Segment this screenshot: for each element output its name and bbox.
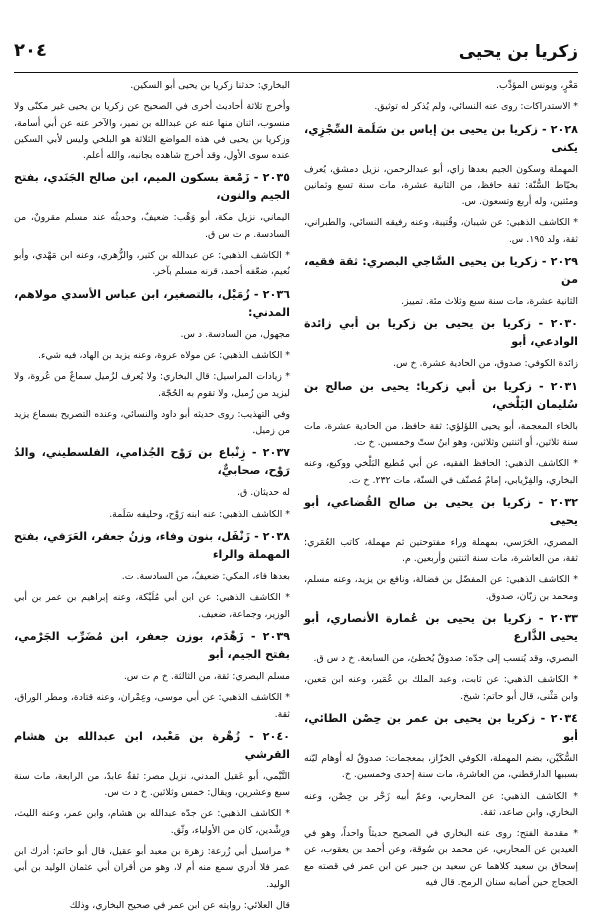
entry-heading	[304, 121, 578, 157]
entry-heading-line: ٢٠٣٤ - زكريا بن يحيى بن عمر بن حِصْن الطائي، أبو	[304, 711, 578, 743]
entry-paragraph: بالخاء المعجمة، أبو يحيى اللؤلؤي: ثقة حافظ، من الحادية عشرة، مات سنة ثلاثين، أو اثنتين وثلاثين، وهو ابنُ ستّ وخمسين. خ ت.	[304, 420, 578, 448]
entry-paragraph: مَعْرٍ، ويونس المؤدِّب.	[496, 80, 578, 91]
left-column	[14, 78, 290, 911]
entry-text	[304, 789, 578, 822]
entry-heading-line: ٢٠٣٨ - زَنْفَل، بنون وفاء، وزنُ جعفر، العَرَفي، بفتح المهملة والراء	[14, 530, 290, 562]
entry-heading	[304, 710, 578, 746]
entry-heading-line: ٢٠٣٩ - زَهْدَم، بوزن جعفر، ابن مُضَرِّب الجَرْمي، بفتح الجيم، أبو	[14, 629, 290, 661]
entry-text	[14, 99, 290, 164]
entry-paragraph: * الكاشف الذهبي: عن ثابت، وعبد الملك بن عُمَير، وعنه ابن مَعين، وابن مَثْنى، قال أبو حاتم: شيخ.	[304, 674, 578, 702]
entry-text	[304, 78, 578, 94]
entry-text	[14, 569, 290, 585]
entry-heading-line: ٢٠٣٧ - زِنْباع بن رَوْح الجُذامي، الفلسطيني، والدُ رَوْح، صحابيٌّ،	[14, 446, 290, 478]
entry-paragraph: الثانية عشرة، مات سنة سبع وثلاث مئة. تمييز.	[401, 296, 578, 308]
entry-heading	[14, 444, 290, 480]
entry-text	[304, 99, 578, 115]
entry-text	[14, 485, 290, 501]
entry-text	[304, 294, 578, 310]
entry-paragraph: التَّيْمي، أبو عَقيل المدني، نزيل مصر: ثقةٌ عابدٌ، من الرابعة، مات سنة سبع وعشرين، ويقال: خمس وثلاثين. خ د ت س.	[14, 770, 290, 799]
entry-text	[14, 348, 290, 364]
entry-text	[14, 690, 290, 723]
entry-heading-line: ٢٠٢٩ - زكريا بن يحيى السَّاجي البصري: ثقة فقيه، من	[304, 255, 578, 287]
entry-text	[304, 672, 578, 705]
entry-heading-line: ٢٠٣٦ - زُمَيْل، بالتصغير، ابن عباس الأسدي مولاهم، المدني:	[14, 287, 290, 319]
entry-paragraph: مجهول، من السادسة. د س.	[180, 328, 290, 340]
entry-paragraph: له حديثان. ق.	[237, 487, 290, 499]
entry-paragraph: البصري، وقد يُنسب إلى جدّه: صدوقٌ يُخطئ، من السابعة. خ د س ق.	[313, 653, 578, 665]
entry-paragraph: وفي التهذيب: روى حديثه أبو داود والنسائي، وعنده التصريح بسماع يزيد من زميل.	[14, 408, 290, 437]
entry-text	[14, 669, 290, 685]
entry-text	[14, 898, 290, 914]
entry-text	[14, 590, 290, 623]
entry-paragraph: * الكاشف الذهبي: عن جدّه عبدالله بن هشام، وابن عمر، وعنه الليث، ورِشْدين، كان من الأولياء، وثّق.	[14, 808, 290, 836]
page-header	[14, 38, 578, 73]
running-title: زكريا بن يحيى	[458, 42, 578, 62]
entry-text	[304, 356, 578, 372]
entry-heading-line: ٢٠٤٠ - زُهْرة بن مَعْبد، ابن عبدالله بن هشام القرشي	[14, 729, 290, 761]
entry-heading	[14, 169, 290, 205]
entry-paragraph: * الكاشف الذهبي: الحافظ الفقيه، عن أبي مُطيع البَلْخي ووكيع، وعنه البخاري، والفِرْيابي، إمامٌ مُصنّف في السنّة، مات ٢٣٢. خ ت.	[304, 458, 578, 486]
entry-text	[304, 215, 578, 248]
entry-heading	[14, 728, 290, 764]
entry-paragraph: المهملة وسكون الجيم بعدها زاي، أبو عبدالرحمن، نزيل دمشق، يُعرف بخيّاط السُّنّة: ثقة حافظ، من الثانية عشرة، مات سنة تسع وثمانين ومئتين، وله أربع وتسعون. س.	[304, 163, 578, 208]
entry-text	[304, 751, 578, 784]
entry-paragraph: * الكاشف الذهبي: عن مولاه عروة، وعنه يزيد بن الهاد، فيه شيء.	[37, 349, 290, 361]
entry-text	[14, 248, 290, 281]
entry-paragraph: البخاري: حدثنا زكريا بن يحيى أبو السكين.	[130, 80, 290, 91]
entry-text	[304, 162, 578, 211]
entry-paragraph: زائدة الكوفي: صدوق، من الحادية عشرة. خ س.	[393, 358, 578, 370]
entry-heading	[304, 315, 578, 351]
entry-paragraph: * الكاشف الذهبي: عنه ابنه رَوْح، وحليفه سَلَمة.	[109, 508, 290, 520]
entry-heading	[304, 378, 578, 414]
entry-text	[14, 769, 290, 802]
entry-paragraph: * الكاشف الذهبي: عن عبدالله بن كثير، والزُّهري، وعنه ابن مَهْدي، وأبو نُعيم، ضعّفه أحمد، قرنه مسلم بآخر.	[14, 250, 290, 278]
entry-text	[304, 535, 578, 568]
entry-paragraph: * زيادات المراسيل: قال البخاري: ولا يُعرف لزُميل سماعٌ من عُروة، ولا ليزيد من زُميل، ولا تقوم به الحُجّة.	[14, 371, 290, 399]
entry-text	[304, 572, 578, 605]
entry-paragraph: قال العلائي: روايته عن ابن عمر في صحيح البخاري، وذلك	[69, 899, 290, 911]
entry-heading	[304, 610, 578, 646]
entry-heading	[14, 286, 290, 322]
entry-paragraph: اليماني، نزيل مكة، أبو وَهْب: ضعيفٌ، وحديثُه عند مسلم مقرونٌ، من السادسة. م ت س ق.	[14, 212, 290, 240]
entry-heading	[304, 494, 578, 530]
entry-heading-line: ٢٠٣٠ - زكريا بن يحيى بن زكريا بن أبي زائدة الوادعي، أبو	[304, 317, 578, 349]
entry-text	[14, 369, 290, 402]
right-column	[304, 78, 578, 889]
entry-paragraph: السُّكَيْن، بضم المهملة، الكوفي الخزّاز، بمعجمات: صدوقٌ له أوهام ليّنه بسببها الدارقطني، من العاشرة، مات سنة إحدى وخمسين. خ.	[304, 752, 578, 781]
entry-heading-line: ٢٠٣٥ - زَمْعة بسكون الميم، ابن صالح الجَنَدي، بفتح الجيم والنون،	[14, 171, 290, 203]
page-number: ٢٠٤	[14, 40, 47, 61]
entry-text	[14, 507, 290, 523]
entry-text	[304, 651, 578, 667]
entry-paragraph: * الاستدراكات: روى عنه النسائي، ولم يُذكر له توثيق.	[374, 101, 578, 113]
entry-paragraph: بعدها فاء، المكي: ضعيفٌ، من السادسة. ت.	[121, 571, 290, 583]
entry-paragraph: * الكاشف الذهبي: عن شيبان، وقُتيبة، وعنه رفيقه النسائي، والطبراني، ثقة، ولد ١٩٥. س.	[304, 217, 578, 245]
entry-heading-line: ٢٠٣٣ - زكريا بن يحيى بن عُمارة الأنصاري، أبو يحيى الذَّارع	[304, 612, 578, 644]
entry-text	[304, 826, 578, 891]
entry-text	[14, 78, 290, 94]
entry-paragraph: * مراسيل أبي زُرعة: زهرة بن معبد أبو عقيل، قال أبو حاتم: أدرك ابن عمر فلا أدري سمع منه أم لا، وهو من أقران أبي عثمان الوليد بن أبي الوليد.	[14, 846, 290, 890]
entry-heading-line: ٢٠٢٨ - زكريا بن يحيى بن إياس بن سَلَمة السِّجْزِي، يكنى	[304, 122, 578, 154]
entry-text	[14, 806, 290, 839]
entry-text	[14, 210, 290, 243]
entry-text	[14, 327, 290, 343]
entry-paragraph: وأخرج ثلاثة أحاديث أخرى في الصحيح عن زكريا بن يحيى غير مكنّى ولا منسوب، اثنان منها عنه عن عبدالله بن نمير، والآخر عنه عن أبي أسامة، وزكريا بن يحيى في هذه المواضع الثلاثة هو البلخي وليس لأبي السكين عنده سوى الأول، وقد أخرج شاهده بجانبه، والله أعلم.	[14, 101, 290, 162]
entry-paragraph: * الكاشف الذهبي: عن ابن أبي مُلَيْكة، وعنه إبراهيم بن عمر بن أبي الوزير، وجماعة، ضعيف.	[14, 592, 290, 620]
entry-heading	[14, 528, 290, 564]
entry-text	[14, 844, 290, 893]
entry-paragraph: * الكاشف الذهبي: عن المحاربي، وعمّ أبيه زَحْر بن حِصْن، وعنه البخاري، وابن صاعد، ثقة.	[304, 790, 578, 818]
entry-text	[14, 407, 290, 440]
entry-paragraph: مسلم البصري: ثقة، من الثالثة. خ م ت س.	[123, 670, 290, 682]
entry-paragraph: * مقدمة الفتح: روى عنه البخاري في الصحيح حديثاً واحداً، وهو في العيدين عن المحاربي، عن محمد بن سُوقة، وعن أحمد بن يعقوب، عن إسحاق بن سعيد كلاهما عن سعيد بن جبير عن ابن عمر في قصته مع الحجاج حين أصابه سنان الرمح. قال فيه	[304, 828, 578, 889]
entry-text	[304, 456, 578, 489]
entry-heading	[14, 628, 290, 664]
entry-paragraph: * الكاشف الذهبي: عن أبي موسى، وعِمْران، وعنه قتادة، ومطر الوراق، ثقة.	[14, 692, 290, 720]
entry-heading-line: ٢٠٣١ - زكريا بن أبي زكريا: يحيى بن صالح بن سُليمان البَلْخي،	[304, 379, 578, 411]
entry-heading-line: ٢٠٣٢ - زكريا بن يحيى بن صالح القُضاعي، أبو يحيى	[304, 495, 578, 527]
entry-paragraph: * الكاشف الذهبي: عن المفضّل بن فضالة، ونافع بن يزيد، وعنه مسلم، ومحمد بن زبّان، صدوق.	[304, 574, 578, 602]
entry-text	[304, 419, 578, 452]
entry-paragraph: المصري، الحَرَسي، بمهملة وراء مفتوحتين ثم مهملة، كاتب العُمَري: ثقة، من العاشرة، مات سنة اثنتين وأربعين. م.	[304, 536, 578, 565]
entry-heading	[304, 253, 578, 289]
